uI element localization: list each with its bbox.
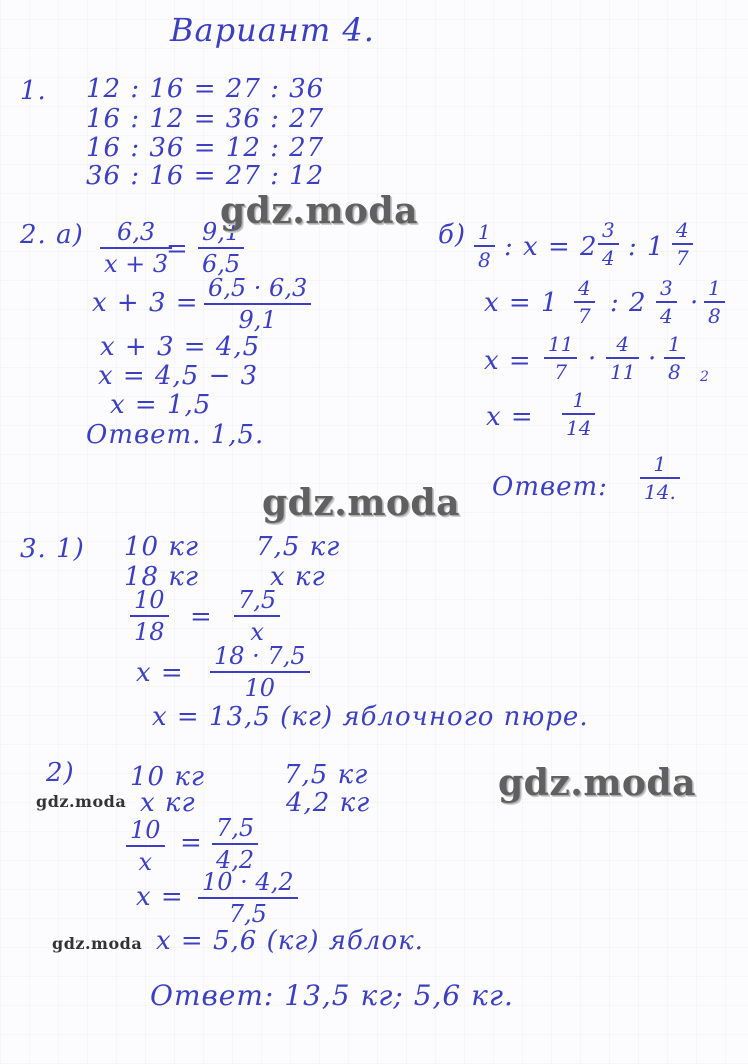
fraction-denominator: 7 bbox=[676, 246, 689, 270]
task1-line: 36 : 16 = 27 : 12 bbox=[86, 161, 325, 191]
fraction-denominator: 11 bbox=[610, 360, 636, 384]
equation-part: : x = 2 bbox=[504, 232, 598, 262]
fraction-denominator: 4 bbox=[660, 304, 673, 328]
fraction-numerator: 11 bbox=[544, 334, 577, 359]
fraction bbox=[204, 276, 311, 332]
fraction bbox=[100, 220, 172, 276]
dot-sign: · bbox=[588, 344, 598, 374]
fraction-denominator: 4,2 bbox=[216, 846, 255, 874]
fraction bbox=[640, 454, 680, 502]
fraction bbox=[234, 588, 280, 644]
task2a-label: 2. а) bbox=[20, 220, 84, 250]
proportion-cell: 10 кг bbox=[130, 762, 206, 792]
watermark-logo: gdz.moda bbox=[262, 482, 460, 524]
equation-part: x = bbox=[486, 402, 534, 432]
cancel-subscript: 2 bbox=[700, 369, 710, 385]
task1-line: 16 : 36 = 12 : 27 bbox=[86, 133, 325, 163]
fraction-numerator: 1 bbox=[640, 454, 680, 479]
fraction-denominator: 9,1 bbox=[238, 306, 277, 334]
fraction-numerator: 7,5 bbox=[212, 816, 258, 845]
proportion-cell: 7,5 кг bbox=[256, 532, 341, 562]
fraction-numerator: 4 bbox=[672, 220, 693, 245]
fraction bbox=[664, 334, 685, 382]
fraction bbox=[704, 278, 725, 326]
task1-line: 16 : 12 = 36 : 27 bbox=[86, 104, 325, 134]
fraction-numerator: 9,1 bbox=[198, 220, 244, 249]
fraction-denominator: x bbox=[138, 848, 153, 876]
fraction-denominator: 8 bbox=[668, 360, 681, 384]
watermark-logo: gdz.moda bbox=[498, 762, 696, 804]
equation-left: x + 3 = bbox=[92, 288, 199, 318]
fraction-numerator: 6,5 · 6,3 bbox=[204, 276, 311, 305]
task1-number: 1. bbox=[20, 76, 47, 106]
variant-title: Вариант 4. bbox=[170, 11, 375, 49]
fraction bbox=[474, 222, 495, 270]
proportion-cell: 10 кг bbox=[124, 532, 200, 562]
fraction-denominator: 7,5 bbox=[228, 900, 267, 928]
fraction-numerator: 4 bbox=[574, 278, 595, 303]
equation-part: x = 1 bbox=[484, 288, 559, 318]
fraction-numerator: 10 bbox=[126, 818, 165, 847]
equation-part: x = bbox=[484, 346, 532, 376]
task1-line: 12 : 16 = 27 : 36 bbox=[86, 74, 325, 104]
fraction-numerator: 6,3 bbox=[100, 220, 172, 249]
fraction-denominator: x bbox=[250, 618, 264, 646]
task3-2-result: x = 5,6 (кг) яблок. bbox=[156, 926, 424, 956]
dot-sign: · bbox=[648, 344, 658, 374]
equation-line: x + 3 = 4,5 bbox=[100, 332, 261, 362]
fraction-denominator: 18 bbox=[134, 618, 165, 646]
equals-sign: = bbox=[180, 828, 203, 858]
fraction-denominator: 4 bbox=[602, 246, 615, 270]
fraction bbox=[606, 334, 639, 382]
fraction-numerator: 1 bbox=[704, 278, 725, 303]
fraction bbox=[544, 334, 577, 382]
equals-sign: = bbox=[190, 602, 213, 632]
equation-part: : 2 bbox=[610, 288, 647, 318]
fraction-denominator: 14 bbox=[566, 416, 592, 440]
watermark-logo: gdz.moda bbox=[220, 190, 418, 232]
fraction-denominator: 8 bbox=[478, 248, 491, 272]
fraction-denominator: 8 bbox=[708, 304, 721, 328]
fraction-numerator: 3 bbox=[656, 278, 677, 303]
fraction-numerator: 1 bbox=[474, 222, 495, 247]
task2b-label: б) bbox=[438, 220, 467, 250]
fraction-numerator: 10 bbox=[130, 588, 169, 617]
proportion-cell: 4,2 кг bbox=[286, 788, 371, 818]
final-answer: Ответ: 13,5 кг; 5,6 кг. bbox=[150, 979, 514, 1012]
fraction-denominator: 7 bbox=[554, 360, 568, 384]
equals-sign: = bbox=[166, 234, 189, 264]
fraction-denominator: 14. bbox=[644, 480, 676, 504]
fraction bbox=[598, 220, 619, 268]
fraction bbox=[210, 644, 310, 700]
watermark-logo: gdz.moda bbox=[52, 934, 143, 953]
proportion-cell: x кг bbox=[270, 562, 326, 592]
task2a-answer: Ответ. 1,5. bbox=[86, 420, 265, 450]
fraction bbox=[212, 816, 258, 872]
task3-1-result: x = 13,5 (кг) яблочного пюре. bbox=[152, 702, 589, 732]
proportion-cell: 7,5 кг bbox=[284, 760, 369, 790]
proportion-cell: x кг bbox=[140, 788, 196, 818]
fraction-numerator: 18 · 7,5 bbox=[210, 644, 310, 673]
fraction-denominator: 6,5 bbox=[202, 250, 241, 278]
fraction-numerator: 10 · 4,2 bbox=[198, 870, 298, 899]
fraction bbox=[198, 870, 298, 926]
fraction-denominator: x + 3 bbox=[104, 250, 169, 278]
equation-part: x = bbox=[136, 882, 184, 912]
fraction bbox=[126, 818, 165, 874]
task3-2-label: 2) bbox=[46, 758, 75, 788]
equation-part: x = bbox=[136, 658, 184, 688]
fraction-denominator: 7 bbox=[578, 304, 591, 328]
task3-1-label: 3. 1) bbox=[20, 534, 85, 564]
fraction-numerator: 4 bbox=[606, 334, 639, 359]
fraction-numerator: 1 bbox=[562, 390, 595, 415]
equation-line: x = 1,5 bbox=[110, 390, 212, 420]
fraction bbox=[574, 278, 595, 326]
equation-line: x = 4,5 − 3 bbox=[98, 361, 259, 391]
fraction bbox=[130, 588, 169, 644]
equation-part: : 1 bbox=[628, 232, 665, 262]
fraction-numerator: 7,5 bbox=[234, 588, 280, 617]
proportion-cell: 18 кг bbox=[124, 562, 200, 592]
fraction bbox=[562, 390, 595, 438]
fraction bbox=[656, 278, 677, 326]
watermark-logo: gdz.moda bbox=[36, 792, 127, 811]
fraction-numerator: 1 bbox=[664, 334, 685, 359]
dot-sign: · bbox=[690, 288, 700, 318]
task2b-answer-label: Ответ: bbox=[492, 472, 608, 502]
fraction bbox=[672, 220, 693, 268]
fraction-numerator: 3 bbox=[598, 220, 619, 245]
fraction-denominator: 10 bbox=[244, 674, 276, 702]
